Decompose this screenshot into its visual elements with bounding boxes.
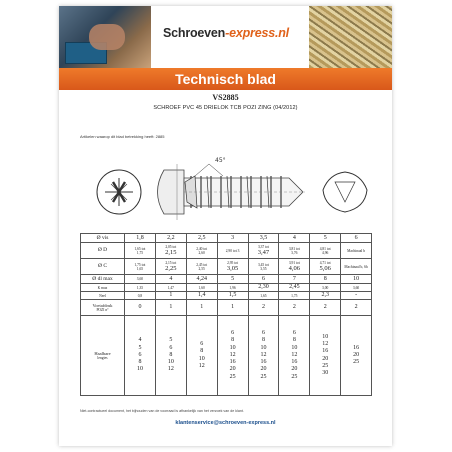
logo-part2: -express.nl	[225, 26, 289, 40]
cell	[217, 259, 248, 275]
banner-photo-workbench	[59, 6, 151, 68]
length-value: 8	[261, 337, 265, 344]
cell: 2	[341, 300, 372, 316]
row-label	[81, 292, 125, 300]
cell: 2,30	[248, 284, 279, 292]
length-value: 16	[229, 359, 236, 366]
cell	[155, 259, 186, 275]
cell-top: 3,81 tot	[288, 246, 300, 251]
length-value: 10	[136, 366, 143, 373]
cell	[125, 292, 156, 300]
screw-drawing	[89, 154, 379, 226]
cell-bottom: 4,06	[288, 265, 300, 272]
length-value: 6	[200, 341, 204, 348]
product-subtitle: SCHROEF PVC 45 DRIELOK TCB POZI ZING (04/2012)	[153, 105, 298, 111]
cell-bottom: 1,65	[136, 266, 144, 271]
cell: 8	[310, 275, 341, 284]
cell-value: 1,35	[136, 285, 144, 290]
cell-value: 3,00	[322, 285, 329, 290]
cell: 2,45	[279, 284, 310, 292]
sheet-title: Technisch blad	[175, 71, 276, 87]
row-kmax	[81, 284, 372, 292]
length-value: 10	[198, 355, 205, 362]
length-value: 8	[169, 351, 173, 358]
cell: 7	[279, 275, 310, 284]
row-head-d	[81, 243, 372, 259]
cell: 1,4	[186, 292, 217, 300]
cell	[248, 259, 279, 275]
cell: 1	[186, 300, 217, 316]
cell-single: 2,90 tot 3	[225, 248, 240, 253]
length-value: 16	[322, 348, 329, 355]
cell	[279, 292, 310, 300]
cell	[125, 284, 156, 292]
cell-bottom: 5,06	[319, 265, 331, 272]
length-value: 20	[260, 366, 267, 373]
logo	[151, 6, 309, 68]
banner-photo-screws	[309, 6, 392, 68]
length-value: 12	[322, 341, 329, 348]
length-value: 16	[353, 344, 360, 351]
cell: 0	[125, 300, 156, 316]
length-value: 25	[229, 373, 236, 380]
cell: 1,8	[125, 234, 156, 243]
logo-part1: Schroeven	[163, 26, 226, 40]
row-label	[81, 300, 125, 316]
row-label-main: Voetafdruk	[92, 302, 113, 308]
row-c	[81, 259, 372, 275]
length-value: 12	[260, 351, 267, 358]
cell-top: 2,15 tot	[165, 261, 177, 265]
length-value: 6	[231, 330, 235, 337]
cell: 3	[217, 234, 248, 243]
cell	[125, 243, 156, 259]
cell-bottom: 1,75	[136, 250, 144, 255]
row-kop	[81, 275, 372, 284]
cell: 1,5	[217, 292, 248, 300]
cell	[155, 243, 186, 259]
length-value: 8	[292, 337, 296, 344]
length-value: 25	[260, 373, 267, 380]
cell: 4	[155, 275, 186, 284]
length-value: 12	[198, 362, 205, 369]
cell-value: 3,60	[136, 277, 144, 281]
row-label: Ø dl max	[81, 275, 125, 284]
cell	[217, 284, 248, 292]
cell	[248, 243, 279, 259]
cell-top: 3,37 tot	[257, 245, 269, 249]
length-value: 25	[291, 373, 298, 380]
length-cell	[341, 316, 372, 396]
cell: 10	[341, 275, 372, 284]
row-label-sub: lengtes	[97, 355, 108, 360]
cell-top: 2,40 tot	[196, 246, 208, 251]
cell	[248, 292, 279, 300]
cell	[341, 259, 372, 275]
cell	[125, 259, 156, 275]
length-cell	[155, 316, 186, 396]
cell-bottom: 2,55	[198, 266, 205, 271]
length-cell	[186, 316, 217, 396]
pozi-head-icon	[97, 170, 141, 214]
cell: 1	[217, 300, 248, 316]
length-value: 8	[231, 337, 235, 344]
length-value: 16	[260, 359, 267, 366]
cell-bottom: 3,76	[291, 250, 298, 255]
row-label	[81, 316, 125, 396]
cell-top: 2,95 tot	[227, 261, 239, 265]
cell	[155, 284, 186, 292]
footer-email-link[interactable]: klantenservice@schroeven-express.nl	[175, 420, 276, 426]
length-value: 10	[322, 333, 329, 340]
cell	[310, 284, 341, 292]
row-label: Ø C	[81, 259, 125, 275]
cell: 2	[248, 300, 279, 316]
cell-bottom: 2,15	[165, 249, 177, 256]
cell-bottom: 2,60	[198, 250, 205, 255]
row-label: Ø vis	[81, 234, 125, 243]
length-value: 6	[292, 330, 296, 337]
row-label-main: Haalbare	[94, 350, 111, 356]
cell-bottom: 4,96	[322, 250, 329, 255]
row-label-text: K max	[97, 285, 108, 290]
cell-value: 1,75	[291, 293, 298, 298]
cell-top: 3,45 tot	[257, 262, 269, 267]
row-lengths	[81, 316, 372, 396]
cell: 2,5	[186, 234, 217, 243]
hand-shape	[89, 24, 125, 50]
length-value: 8	[200, 348, 204, 355]
disclaimer: Niet-contractueel document, het bijhouden van de voorraad is afhankelijk van het verzoek van de klant.	[80, 409, 244, 413]
cell	[341, 243, 372, 259]
cell: -	[341, 292, 372, 300]
cell	[217, 243, 248, 259]
length-value: 12	[291, 351, 298, 358]
cell	[125, 275, 156, 284]
row-label: Ø D	[81, 243, 125, 259]
cell-value: 1,96	[229, 285, 236, 290]
row-bit	[81, 300, 372, 316]
cell: 5	[217, 275, 248, 284]
cell-bottom: 2,25	[165, 265, 177, 272]
length-value: 6	[138, 351, 142, 358]
length-cell	[248, 316, 279, 396]
length-value: 25	[322, 362, 329, 369]
row-label-sub: POZI n°	[96, 307, 109, 312]
length-value: 30	[322, 369, 329, 376]
cell	[186, 259, 217, 275]
cell	[310, 243, 341, 259]
cell: 6	[341, 234, 372, 243]
length-value: 10	[167, 359, 174, 366]
length-cell	[279, 316, 310, 396]
length-value: 20	[322, 355, 329, 362]
length-value: 5	[169, 337, 173, 344]
cell	[341, 284, 372, 292]
cell-top: 4,81 tot	[319, 246, 331, 251]
length-value: 25	[353, 359, 360, 366]
cell-value: 3,60	[352, 285, 360, 290]
length-value: 20	[353, 351, 360, 358]
cell: 1	[155, 292, 186, 300]
trilobular-section-icon	[323, 172, 367, 212]
length-value: 20	[229, 366, 236, 373]
cell: 2,3	[310, 292, 341, 300]
header-banner	[59, 6, 392, 68]
cell-top: 1,75 tot	[134, 262, 146, 267]
cell-bottom: 3,05	[226, 265, 239, 272]
cell-value: 1,60	[198, 285, 205, 290]
length-cell	[310, 316, 341, 396]
row-diameter	[81, 234, 372, 243]
length-value: 20	[291, 366, 298, 373]
length-value: 4	[138, 337, 142, 344]
cell: 3,5	[248, 234, 279, 243]
cell	[186, 243, 217, 259]
cell	[279, 243, 310, 259]
length-value: 10	[291, 344, 298, 351]
length-value: 10	[260, 344, 267, 351]
cell	[186, 284, 217, 292]
cell-single: Machinaal b	[347, 248, 365, 253]
cell-bottom: 3,47	[257, 249, 270, 256]
cell-top: 2,05 tot	[165, 245, 177, 249]
row-label-text: Neel	[99, 293, 106, 298]
row-neel	[81, 292, 372, 300]
cell: 4,24	[186, 275, 217, 284]
logo-text	[163, 26, 289, 40]
length-cell	[125, 316, 156, 396]
cell-bottom: 3,55	[260, 266, 267, 271]
length-cell	[217, 316, 248, 396]
length-value: 8	[138, 359, 142, 366]
cell-value: 1,47	[167, 285, 174, 290]
sheet-title-bar	[59, 68, 392, 90]
cell-top: 1,65 tot	[134, 246, 146, 251]
cell-top: 3,91 tot	[288, 261, 300, 265]
intro-text: Artikelen waarop dit blad betrekking heeft: 2885	[80, 134, 165, 139]
length-value: 16	[291, 359, 298, 366]
length-value: 5	[138, 344, 142, 351]
technical-sheet	[59, 6, 392, 446]
cell: 6	[248, 275, 279, 284]
cell-value: 0,8	[137, 293, 143, 298]
cell	[279, 259, 310, 275]
cell-top: 2,45 tot	[196, 262, 208, 267]
cell: 5	[310, 234, 341, 243]
cell: 2,2	[155, 234, 186, 243]
angle-label: 45°	[215, 157, 226, 164]
length-value: 6	[169, 344, 173, 351]
cell-value: 1,65	[260, 293, 267, 298]
row-label	[81, 284, 125, 292]
cell	[310, 259, 341, 275]
spec-table	[80, 233, 372, 396]
length-value: 12	[167, 366, 174, 373]
screw-side-view	[158, 164, 306, 220]
length-value: 6	[261, 330, 265, 337]
cell: 1	[155, 300, 186, 316]
length-value: 10	[229, 344, 236, 351]
cell: 2	[279, 300, 310, 316]
product-code: VS2885	[212, 93, 239, 102]
cell-top: 4,71 tot	[319, 261, 331, 265]
cell: 4	[279, 234, 310, 243]
length-value: 12	[229, 351, 236, 358]
cell: 2	[310, 300, 341, 316]
cell-single: Machinaal b, 6h	[344, 264, 368, 269]
